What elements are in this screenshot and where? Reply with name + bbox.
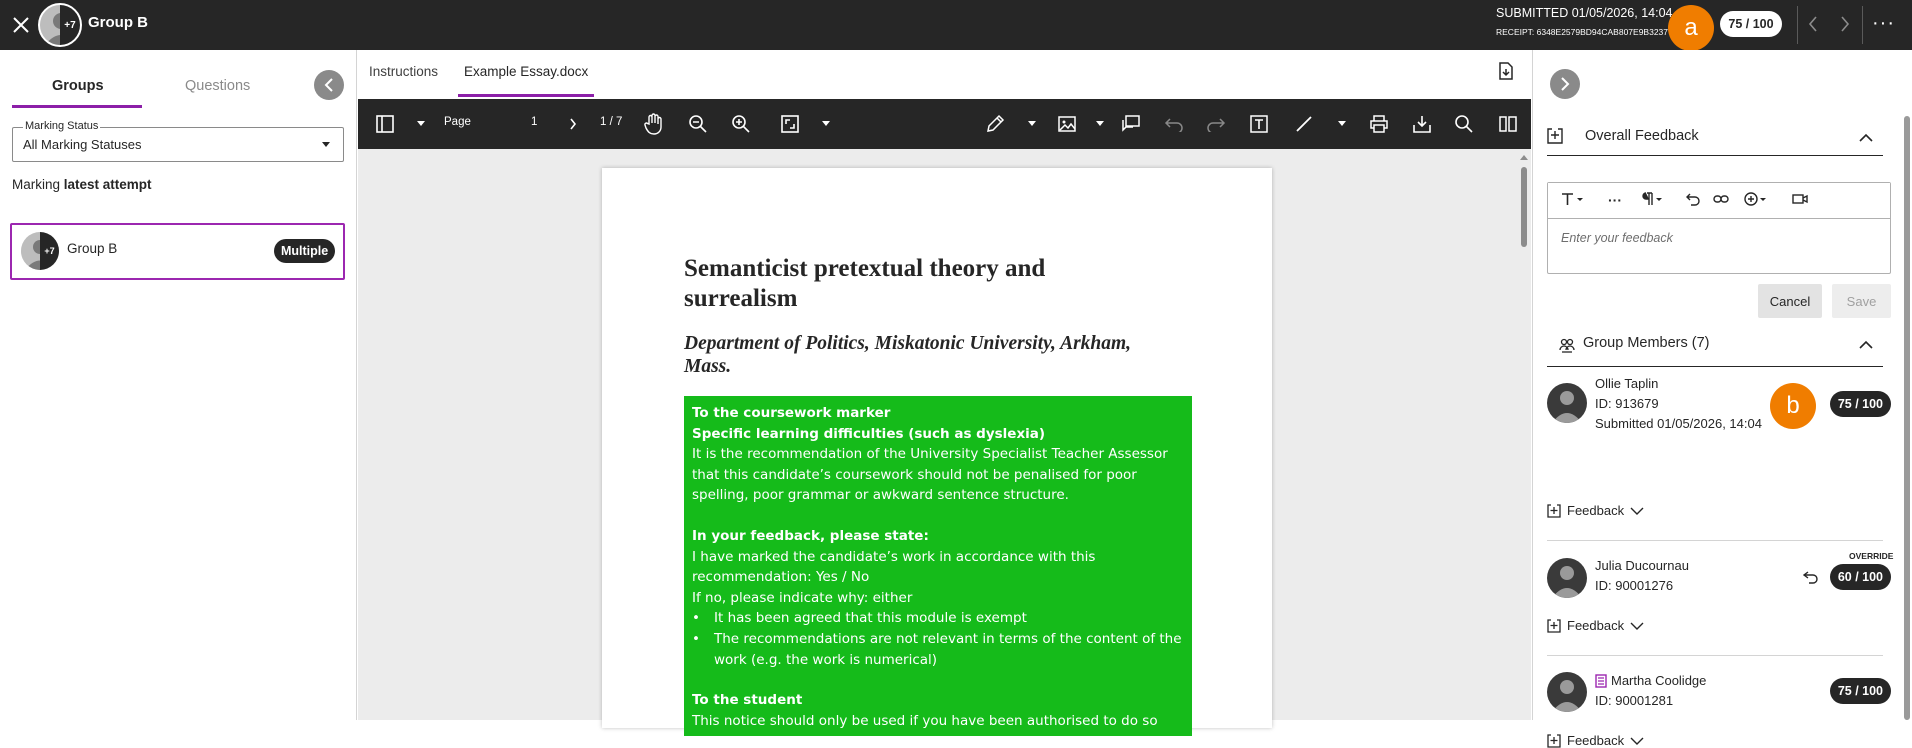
page-title: Group B <box>88 14 148 31</box>
group-members-header[interactable] <box>1547 330 1883 367</box>
download-icon[interactable] <box>1409 111 1435 137</box>
chevron-left-icon[interactable] <box>1802 13 1824 35</box>
left-panel <box>0 50 357 720</box>
notice-paragraph: It is the recommendation of the University Specialist Teacher Assessor that this candidate’s coursework should not be penalised for poor spelling, poor grammar or awkward sentence structure. <box>692 446 1168 504</box>
callout-a: a <box>1668 5 1714 51</box>
divider <box>1547 655 1883 656</box>
feedback-toggle[interactable] <box>1547 733 1644 748</box>
member-submitted: Submitted 01/05/2026, 14:04 <box>1595 416 1762 431</box>
notice-bullet: • The recommendations are not relevant in terms of the content of the work (e.g. the work is numerical) <box>692 629 1184 670</box>
document-department: Department of Politics, Miskatonic University, Arkham, Mass. <box>684 333 1132 377</box>
member-id: ID: 913679 <box>1595 396 1659 411</box>
text-box-icon[interactable] <box>1246 111 1272 137</box>
pen-icon[interactable] <box>982 111 1008 137</box>
member-name: Martha Coolidge <box>1611 673 1707 688</box>
notice-bullet: • It has been agreed that this module is exempt <box>692 608 1184 629</box>
text-format-icon[interactable] <box>1561 192 1585 206</box>
feedback-icon <box>1547 128 1563 151</box>
caret-down-icon[interactable] <box>417 121 425 126</box>
collapse-panel-button[interactable] <box>314 70 344 100</box>
print-icon[interactable] <box>1366 111 1392 137</box>
caret-down-icon[interactable] <box>1096 121 1104 126</box>
avatar <box>1547 672 1587 712</box>
feedback-label: Feedback <box>1567 618 1625 633</box>
feedback-editor[interactable] <box>1547 182 1891 274</box>
marking-prefix: Marking <box>12 177 64 192</box>
active-tab-indicator <box>12 105 142 108</box>
image-icon[interactable] <box>1054 111 1080 137</box>
member-score-badge[interactable]: 75 / 100 <box>1830 678 1891 704</box>
document-tabs <box>358 50 1531 99</box>
avatar <box>1547 558 1587 598</box>
accessibility-notice <box>684 396 1192 736</box>
feedback-icon <box>1547 734 1561 748</box>
marking-status-value: All Marking Statuses <box>23 137 142 152</box>
notice-paragraph: This notice should only be used if you have been authorised to do so <box>692 712 1158 729</box>
member-score-badge[interactable]: 60 / 100 <box>1830 564 1891 590</box>
document-icon <box>1595 674 1607 693</box>
member-name: Julia Ducournau <box>1595 558 1689 573</box>
more-options-icon[interactable]: ··· <box>1608 192 1622 208</box>
expand-panel-button[interactable] <box>1550 69 1580 99</box>
cancel-button[interactable]: Cancel <box>1758 284 1822 318</box>
receipt-text: RECEIPT: 6348E2579BD94CAB807E9B3237 <box>1496 27 1669 37</box>
group-members-icon <box>1559 338 1575 359</box>
divider <box>1797 6 1798 44</box>
member-id: ID: 90001281 <box>1595 693 1674 708</box>
document-title: Semanticist pretextual theory and surrealism <box>684 255 1046 312</box>
side-by-side-icon[interactable] <box>1495 111 1521 137</box>
callout-b: b <box>1770 383 1816 429</box>
feedback-placeholder: Enter your feedback <box>1561 231 1673 245</box>
feedback-panel <box>1532 50 1912 748</box>
status-badge: Multiple <box>274 239 335 263</box>
zoom-in-icon[interactable] <box>728 111 754 137</box>
search-icon[interactable] <box>1451 111 1477 137</box>
page-label: Page <box>444 116 471 128</box>
chevron-down-icon <box>1630 736 1644 746</box>
group-members-title: Group Members (7) <box>1583 335 1710 351</box>
close-icon[interactable] <box>6 10 36 40</box>
scrollbar-thumb[interactable] <box>1521 167 1527 247</box>
video-icon[interactable] <box>1792 192 1808 206</box>
notice-heading: To the coursework marker <box>692 405 891 421</box>
document-page <box>602 168 1272 728</box>
notice-heading: To the student <box>692 692 803 709</box>
redo-icon[interactable] <box>1203 111 1229 137</box>
feedback-icon <box>1547 504 1561 518</box>
download-file-icon[interactable] <box>1498 62 1514 85</box>
more-icon[interactable]: ··· <box>1872 12 1895 34</box>
paragraph-icon[interactable] <box>1640 192 1664 206</box>
avatar <box>1547 383 1587 423</box>
tab-groups[interactable]: Groups <box>52 78 104 94</box>
tab-instructions[interactable]: Instructions <box>369 64 439 79</box>
feedback-toggle[interactable] <box>1547 503 1644 518</box>
marking-attempt-bold: latest attempt <box>63 177 152 192</box>
save-button[interactable]: Save <box>1832 284 1891 318</box>
comment-icon[interactable] <box>1118 111 1144 137</box>
group-list-item[interactable] <box>10 223 345 280</box>
marking-attempt-text <box>12 177 152 192</box>
notice-subheading: Specific learning difficulties (such as dyslexia) <box>692 425 1046 442</box>
feedback-label: Feedback <box>1567 733 1625 748</box>
avatar-count: +7 <box>40 232 59 270</box>
page-total: 1 / 7 <box>600 116 623 128</box>
document-scrollbar[interactable] <box>1519 151 1529 720</box>
group-avatar <box>38 3 82 47</box>
chevron-up-icon[interactable] <box>1859 130 1873 148</box>
group-avatar <box>21 232 59 270</box>
notice-paragraph: If no, please indicate why: either <box>692 589 913 606</box>
divider <box>1862 6 1863 44</box>
revert-override-icon[interactable] <box>1803 570 1819 589</box>
feedback-label: Feedback <box>1567 503 1625 518</box>
link-icon[interactable] <box>1713 192 1729 206</box>
insert-icon[interactable] <box>1744 192 1768 206</box>
member-score-badge[interactable]: 75 / 100 <box>1830 391 1891 417</box>
pdf-toolbar <box>358 99 1531 149</box>
document-viewer <box>358 50 1531 729</box>
next-page-icon[interactable] <box>560 111 586 137</box>
editor-toolbar <box>1548 183 1890 219</box>
divider <box>1547 540 1883 541</box>
tab-example-essay[interactable]: Example Essay.docx <box>464 64 589 79</box>
group-name: Group B <box>67 241 118 256</box>
undo-icon[interactable] <box>1161 111 1187 137</box>
fit-page-icon[interactable] <box>777 111 803 137</box>
top-bar <box>0 0 1912 50</box>
caret-down-icon[interactable] <box>1338 121 1346 126</box>
notice-paragraph: I have marked the candidate’s work in accordance with this recommendation: Yes / No <box>692 548 1096 586</box>
overall-score-badge[interactable]: 75 / 100 <box>1720 11 1782 37</box>
member-id: ID: 90001276 <box>1595 578 1674 593</box>
submitted-status: SUBMITTED 01/05/2026, 14:04 <box>1496 6 1673 20</box>
feedback-icon <box>1547 619 1561 633</box>
member-name: Ollie Taplin <box>1595 376 1659 391</box>
pan-hand-icon[interactable] <box>641 111 667 137</box>
caret-down-icon[interactable] <box>822 121 830 126</box>
feedback-toggle[interactable] <box>1547 618 1644 633</box>
avatar-count: +7 <box>60 5 80 45</box>
line-icon[interactable] <box>1291 111 1317 137</box>
overall-feedback-header[interactable] <box>1547 120 1883 156</box>
panel-scrollbar[interactable] <box>1903 116 1911 720</box>
sidebar-toggle-icon[interactable] <box>372 111 398 137</box>
marking-status-label: Marking Status <box>25 120 99 132</box>
override-label: OVERRIDE <box>1849 551 1894 561</box>
caret-down-icon <box>322 142 330 147</box>
overall-feedback-title: Overall Feedback <box>1585 128 1699 144</box>
chevron-up-icon[interactable] <box>1859 337 1873 355</box>
page-number-input[interactable]: 1 <box>531 116 538 128</box>
chevron-down-icon <box>1630 506 1644 516</box>
scrollbar-thumb[interactable] <box>1904 116 1910 720</box>
tab-questions[interactable]: Questions <box>185 78 251 94</box>
notice-heading: In your feedback, please state: <box>692 527 929 544</box>
undo-icon[interactable] <box>1686 192 1700 206</box>
zoom-out-icon[interactable] <box>685 111 711 137</box>
chevron-right-icon[interactable] <box>1834 13 1856 35</box>
chevron-down-icon <box>1630 621 1644 631</box>
caret-down-icon[interactable] <box>1028 121 1036 126</box>
active-tab-indicator <box>458 94 594 97</box>
